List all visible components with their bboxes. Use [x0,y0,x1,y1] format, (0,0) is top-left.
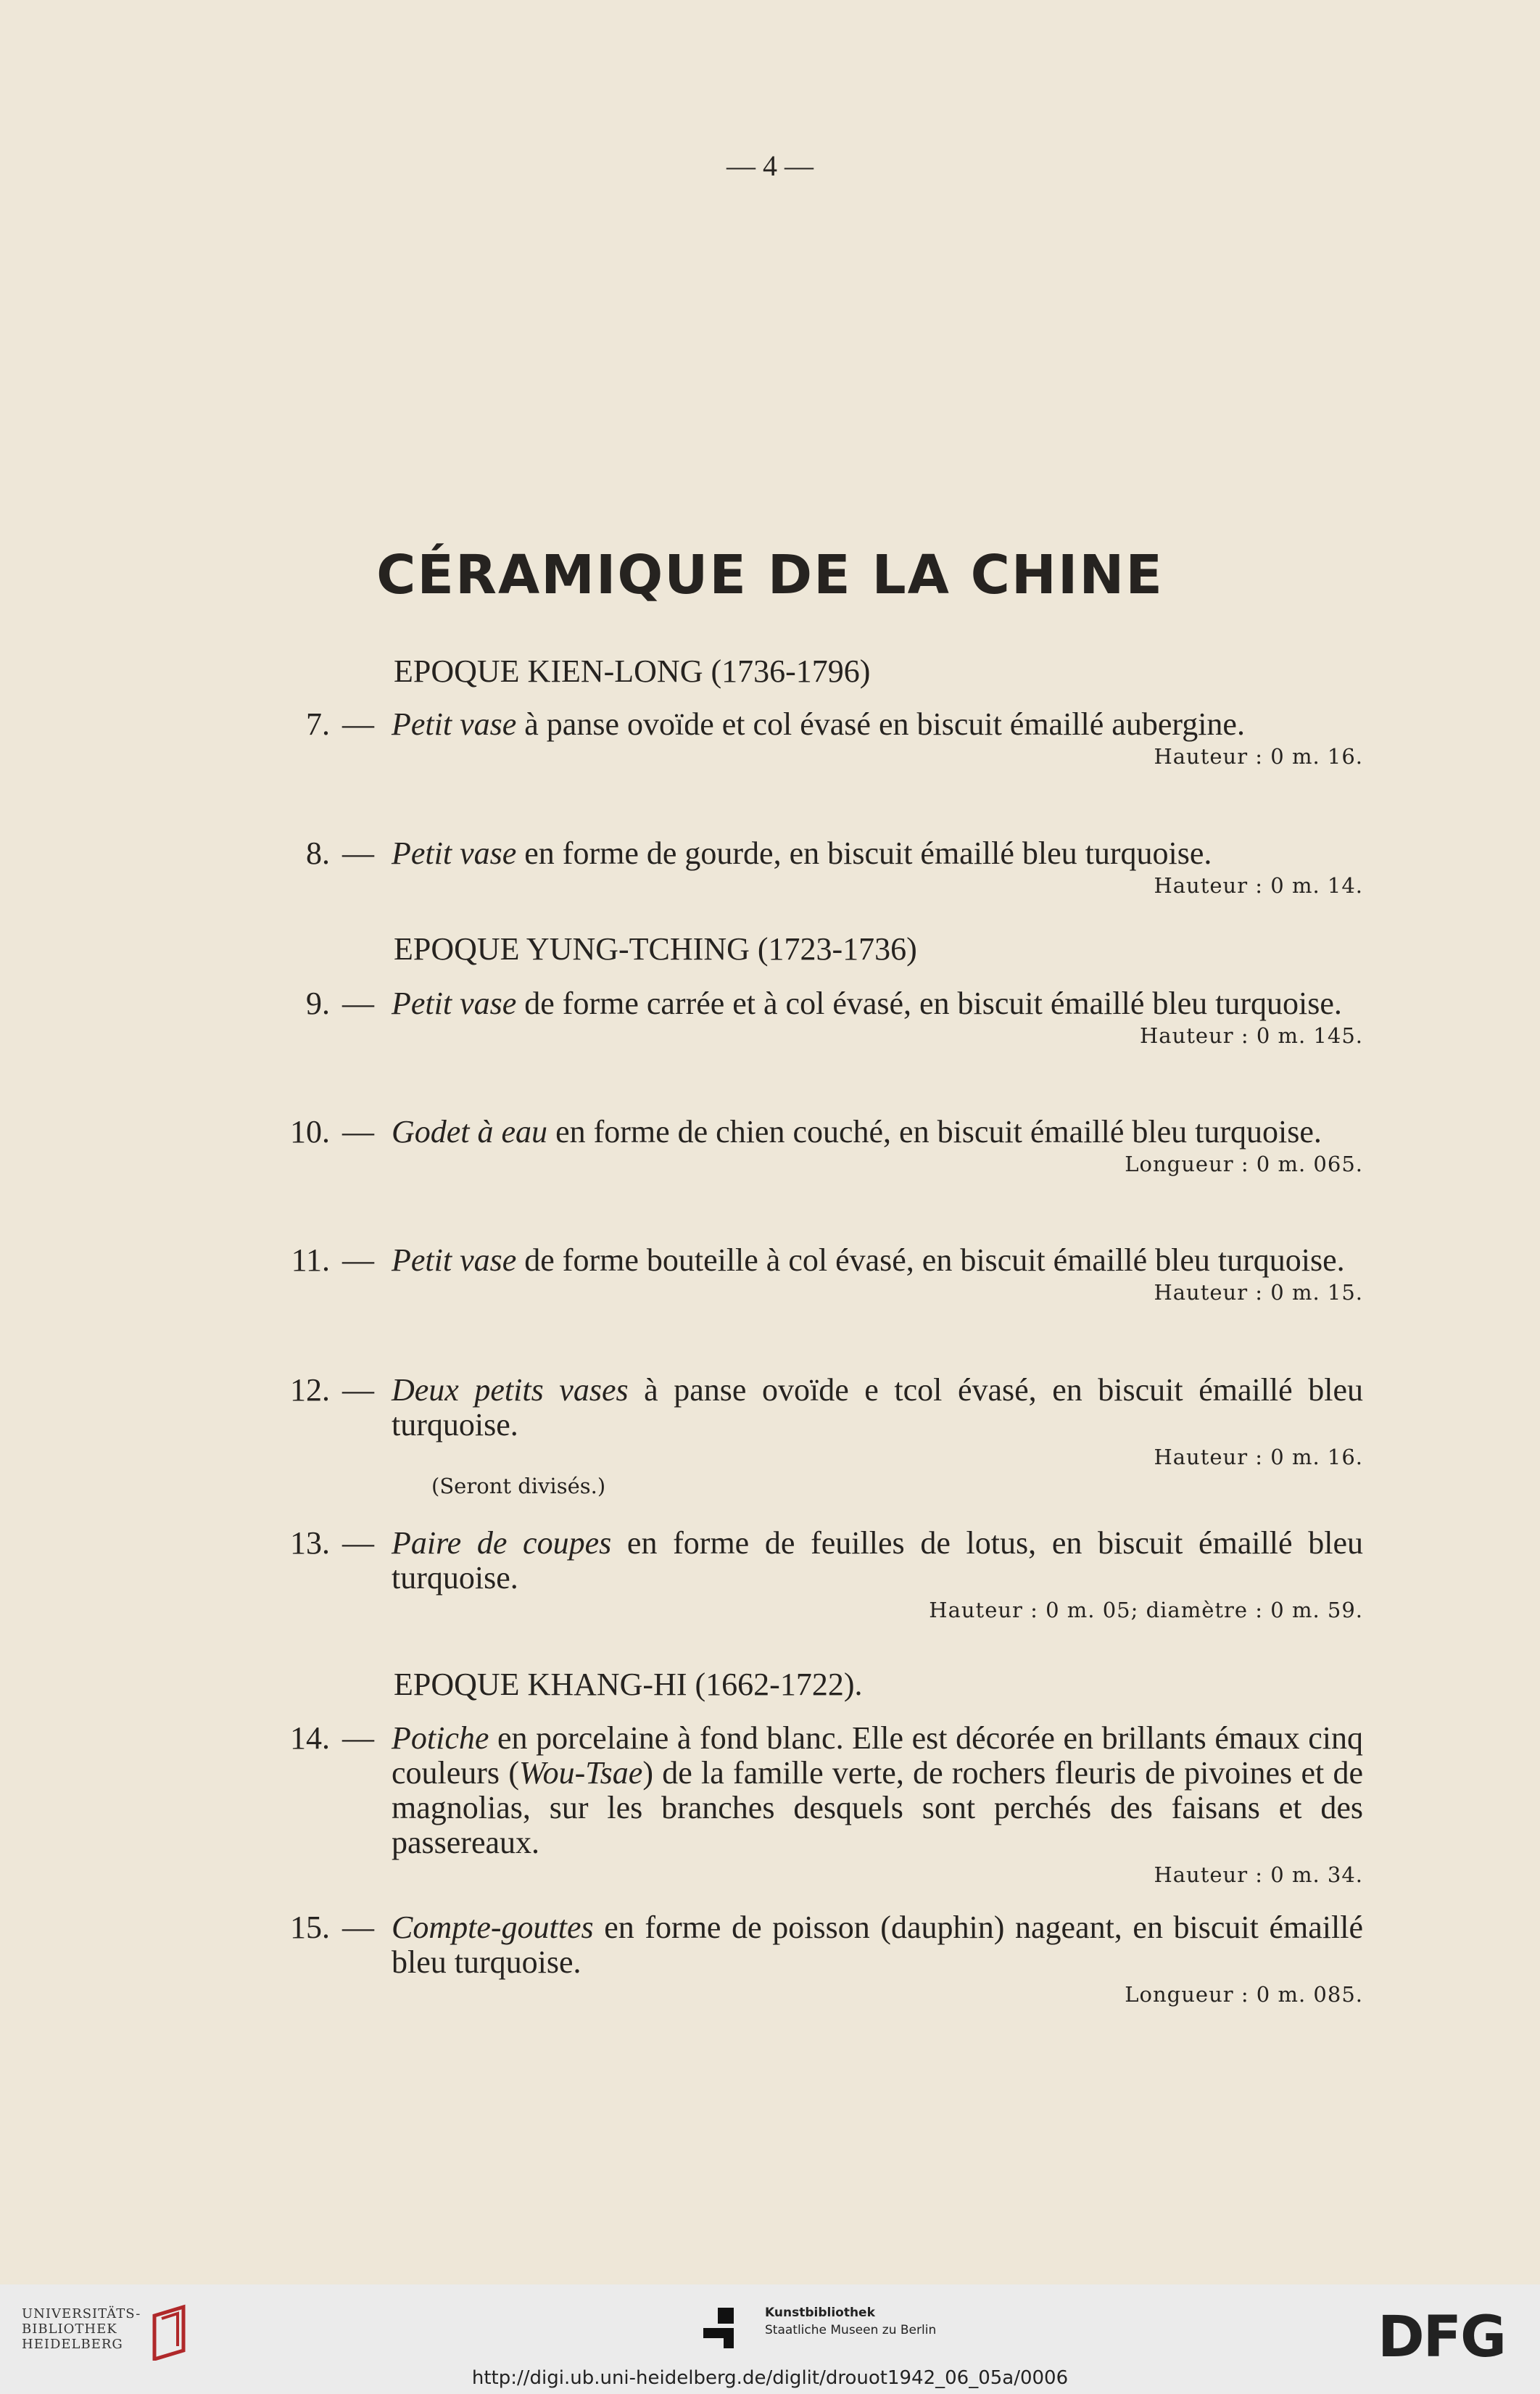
kunstbibliothek-logo-icon [702,2306,753,2350]
entry-description: à panse ovoïde e tcol évasé, en biscuit émaillé bleu turquoise. [392,1372,1363,1442]
entry-dash: — [342,1910,374,1945]
entry-title: Petit vase [392,706,517,742]
catalog-entry-15 [276,1910,1363,2009]
entry-dimensions: Hauteur : 0 m. 15. [1154,1280,1363,1305]
entry-description: de forme bouteille à col évasé, en biscuit émaillé bleu turquoise. [516,1242,1345,1278]
section-heading-khang-hi: EPOQUE KHANG-HI (1662-1722). [394,1667,863,1702]
entry-description: en porcelaine à fond blanc. Elle est décorée en brillants émaux cinq couleurs ( [392,1720,1363,1791]
entry-dimensions: Hauteur : 0 m. 05; diamètre : 0 m. 59. [929,1598,1363,1622]
entry-description: en forme de chien couché, en biscuit émaillé bleu turquoise. [547,1114,1322,1149]
entry-title: Petit vase [392,1242,517,1278]
entry-text [392,707,1363,742]
entry-description: en forme de feuilles de lotus, en biscuit émaillé bleu turquoise. [392,1525,1363,1596]
entry-dimensions: Hauteur : 0 m. 16. [1154,744,1363,769]
section-heading-yung-tching: EPOQUE YUNG-TCHING (1723-1736) [394,931,917,967]
entry-number: 8. [306,835,330,871]
catalog-entry-10 [276,1115,1363,1179]
entry-description: en forme de poisson (dauphin) nageant, en biscuit émaillé bleu turquoise. [392,1910,1363,1980]
entry-number: 10. [290,1114,330,1149]
dfg-logo[interactable]: DFG [1377,2305,1505,2370]
uni-heidelberg-logo[interactable]: UNIVERSITÄTS- BIBLIOTHEK HEIDELBERG [22,2306,141,2352]
entry-text [392,836,1363,871]
viewer-footer [0,2284,1540,2394]
catalog-entry-13 [276,1526,1363,1625]
entry-text [392,1373,1363,1442]
entry-title: Petit vase [392,986,517,1021]
entry-title: Paire de coupes [392,1525,612,1561]
page-title: CÉRAMIQUE DE LA CHINE [376,544,1164,606]
kunstbibliothek-label[interactable]: Kunstbibliothek Staatliche Museen zu Berlin [765,2306,937,2337]
entry-text [392,986,1363,1021]
entry-title: Potiche [392,1720,489,1756]
book-logo-icon [149,2303,192,2361]
entry-description: de forme carrée et à col évasé, en biscuit émaillé bleu turquoise. [516,986,1342,1021]
catalog-entry-9 [276,986,1363,1050]
entry-dash: — [342,986,374,1021]
page-number: — 4 — [726,149,814,182]
entry-dash: — [342,1525,374,1561]
entry-dash: — [342,1114,374,1149]
entry-number: 13. [290,1525,330,1561]
entry-dimensions: Hauteur : 0 m. 145. [1140,1023,1363,1048]
section-heading-kien-long: EPOQUE KIEN-LONG (1736-1796) [394,653,871,689]
entry-note: (Seront divisés.) [431,1474,606,1498]
entry-dimensions: Longueur : 0 m. 085. [1125,1982,1363,2007]
entry-number: 15. [290,1910,330,1945]
entry-title: Godet à eau [392,1114,548,1149]
entry-description: à panse ovoïde et col évasé en biscuit émaillé aubergine. [516,706,1245,742]
entry-number: 7. [306,706,330,742]
entry-dash: — [342,706,374,742]
entry-text [392,1115,1363,1149]
entry-number: 11. [291,1242,330,1278]
entry-dimensions: Longueur : 0 m. 065. [1125,1152,1363,1176]
entry-description: en forme de gourde, en biscuit émaillé bleu turquoise. [516,835,1212,871]
catalog-entry-7 [276,707,1363,771]
entry-text [392,1910,1363,1980]
catalog-entry-11 [276,1243,1363,1307]
entry-number: 12. [290,1372,330,1408]
permalink-url[interactable]: http://digi.ub.uni-heidelberg.de/diglit/drouot1942_06_05a/0006 [471,2367,1069,2389]
entry-text [392,1721,1363,1860]
entry-title: Deux petits vases [392,1372,629,1408]
catalog-entry-14 [276,1721,1363,1889]
entry-dimensions: Hauteur : 0 m. 34. [1154,1862,1363,1887]
catalog-entry-12 [276,1373,1363,1501]
entry-title: Petit vase [392,835,517,871]
entry-description-cont: ) de la famille verte, de rochers fleuris de pivoines et de magnolias, sur les branches desquels sont perchés des faisans et des passereaux. [392,1755,1363,1860]
entry-dash: — [342,1372,374,1408]
entry-text [392,1526,1363,1596]
entry-text [392,1243,1363,1278]
entry-title: Compte-gouttes [392,1910,594,1945]
entry-dash: — [342,1242,374,1278]
entry-dash: — [342,835,374,871]
entry-number: 14. [290,1720,330,1756]
entry-dimensions: Hauteur : 0 m. 14. [1154,873,1363,898]
entry-number: 9. [306,986,330,1021]
entry-italic-term: Wou-Tsae [518,1755,643,1791]
entry-dash: — [342,1720,374,1756]
catalog-entry-8 [276,836,1363,900]
entry-dimensions: Hauteur : 0 m. 16. [1154,1445,1363,1469]
